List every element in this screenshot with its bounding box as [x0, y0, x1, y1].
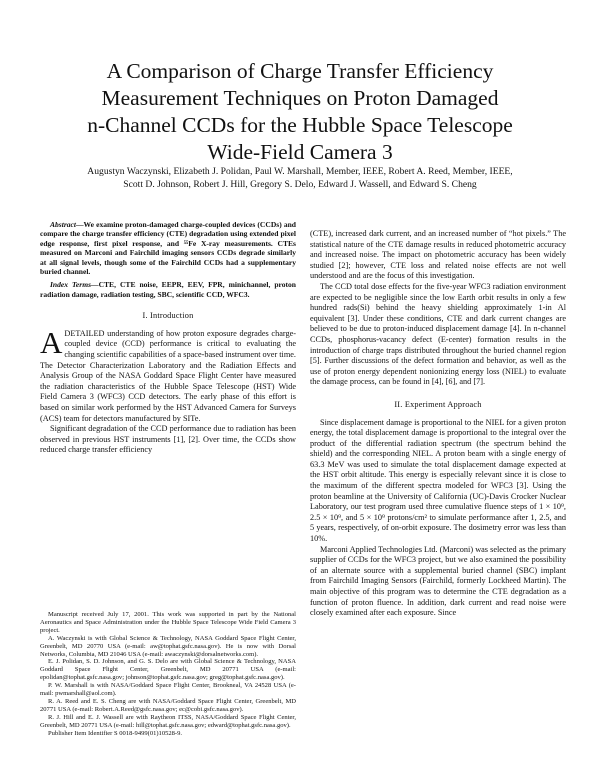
drop-cap: A: [40, 324, 63, 360]
intro-paragraph: [40, 324, 296, 424]
author-line: Scott D. Johnson, Robert J. Hill, Gregory S. Delo, Edward J. Wassell, and Edward S. Cheng: [123, 178, 477, 190]
footnote: A. Waczynski is with Global Science & Technology, NASA Goddard Space Flight Center, Greenbelt, MD 20770 USA (e-mail: aw@tophat.gsfc.nasa.gov). He is now with Dorsal Networks, Columbia, MD 21046 USA (e-mail: awaczynski@dorsalnetworks.com).: [40, 634, 296, 658]
author-list: [50, 166, 550, 191]
body-paragraph: Marconi Applied Technologies Ltd. (Marconi) was selected as the primary supplier of CCDs for the WFC3 project, but we also examined the possibility of an alternate source with a supplemental buried channel (SBC) implant from Fairchild Imaging Sensors (Fairchild, formerly Lockheed Martin). The main objective of this program was to determine the CTE degradation as a function of proton fluence. In addition, dark current and read noise were closely examined after each exposure. Since: [310, 544, 566, 618]
right-column: [310, 229, 566, 619]
body-paragraph: The CCD total dose effects for the five-year WFC3 radiation environment are expected to be negligible since the low Earth orbit results in only a few hundred rads(Si) behind the heavy shielding approximately 1-in Al equivalent [3]. Under these conditions, CTE and dark current changes are believed to be due to proton-induced displacement damage [4]. In n-channel CCDs, phosphorus-vacancy defect (E-center) formation results in the introduction of charge traps distributed throughout the buried channel region [5]. Further discussions of the defect formation and behavior, as well as the use of proton energy dependent nonionizing energy loss (NIEL) to evaluate the damage process, can be found in [4], [6], and [7].: [310, 281, 566, 387]
index-terms-label: Index Terms: [50, 280, 92, 290]
title-line: Wide-Field Camera 3: [207, 140, 393, 164]
footnote: Publisher Item Identifier S 0018-9499(01)10528-9.: [48, 729, 183, 737]
body-paragraph: (CTE), increased dark current, and an increased number of “hot pixels.” The statistical nature of the CTE damage results in reduced photometric accuracy and increased noise. The impact on photometric accuracy has been widely studied [2]; however, CTE loss and related noise effects are not well understood and are the focus of this investigation.: [310, 229, 566, 281]
footnote: P. W. Marshall is with NASA/Goddard Space Flight Center, Brookneal, VA 24528 USA (e-mail: pwmarshall@aol.com).: [40, 682, 296, 698]
title-line: A Comparison of Charge Transfer Efficiency: [106, 59, 494, 83]
title-line: n-Channel CCDs for the Hubble Space Telescope: [87, 113, 513, 137]
footnotes: [40, 608, 296, 738]
intro-text: DETAILED understanding of how proton exposure degrades charge-coupled device (CCD) performance is critical to evaluating the changing scientific capabilities of a space-based instrument over time. The Detector Characterization Laboratory and the Radiation Effects and Analysis Group of the NASA Goddard Space Flight Center have measured the radiation characteristics of the Hubble Space Telescope (HST) Wide Field Camera 3 (WFC3) CCD detectors. The early phase of this effort is based on similar work performed by the HST Advanced Camera for Surveys (ACS) team for detectors manufactured by SITe.: [40, 328, 296, 423]
abstract-label: Abstract: [50, 220, 76, 229]
footnote: E. J. Polidan, S. D. Johnson, and G. S. Delo are with Global Science & Technology, NASA Goddard Space Flight Center, Greenbelt, MD 20771 USA (e-mail: epolidan@tophat.gsfc.nasa.gov; johnson@tophat.gsfc.nasa.gov; greg@tophat.gsfc.nasa.gov).: [40, 658, 296, 682]
title-line: Measurement Techniques on Proton Damaged: [101, 86, 499, 110]
index-terms-text: —CTE, CTE noise, EEPR, EEV, FPR, minichannel, proton radiation damage, radiation testing, SBC, scientific CCD, WFC3.: [40, 280, 296, 299]
index-terms: [40, 280, 296, 299]
abstract: [40, 220, 296, 276]
section-heading: I. Introduction: [142, 311, 194, 321]
section-heading: II. Experiment Approach: [394, 399, 482, 409]
footnote: Manuscript received July 17, 2001. This work was supported in part by the National Aeronautics and Space Administration under the Hubble Space Telescope Wide Field Camera 3 project.: [40, 611, 296, 634]
paper-title: [40, 58, 560, 166]
author-line: Augustyn Waczynski, Elizabeth J. Polidan, Paul W. Marshall, Member, IEEE, Robert A. Reed, Member, IEEE,: [87, 166, 513, 177]
left-column: [40, 220, 296, 456]
abstract-text: —We examine proton-damaged charge-coupled devices (CCDs) and compare the charge transfer efficiency (CTE) degradation using extended pixel edge response, first pixel response, and ⁵⁵Fe X-ray measurements. CTEs measured on Marconi and Fairchild imaging sensors CCDs degrade similarly at all signal levels, though some of the Fairchild CCDs had a supplementary buried channel.: [40, 220, 296, 277]
footnote: R. A. Reed and E. S. Cheng are with NASA/Goddard Space Flight Center, Greenbelt, MD 20771 USA (e-mail: Robert.A.Reed@gsfc.nasa.gov; ec@cobi.gsfc.nasa.gov).: [40, 697, 296, 713]
body-paragraph: Significant degradation of the CCD performance due to radiation has been observed in previous HST instruments [1], [2]. Over time, the CCDs show reduced charge transfer efficiency: [40, 424, 296, 455]
footnote: R. J. Hill and E. J. Wassell are with Raytheon ITSS, NASA/Goddard Space Flight Center, Greenbelt, MD 20771 USA (e-mail: hill@tophat.gsfc.nasa.gov; edward@tophat.gsfc.nasa.gov).: [40, 713, 296, 729]
body-paragraph: Since displacement damage is proportional to the NIEL for a given proton energy, the total displacement damage is proportional to the integral over the product of the differential radiation spectrum (the spectrum behind the shield) and the corresponding NIEL. A proton beam with a single energy of 63.3 MeV was used to simulate the total displacement damage expected at the HST orbit altitude. This energy is especially relevant since it is close to the maximum of the different spectra modeled for WFC3 [3]. Using the proton beamline at the University of California (UC)-Davis Crocker Nuclear Laboratory, our test program used three cumulative fluence steps of 1 × 10⁹, 2.5 × 10⁹, and 5 × 10⁹ protons/cm² to simulate performance after 1, 2.5, and 5 years, respectively, of on-orbit exposure. The dosimetry error was less than 10%.: [310, 417, 566, 544]
